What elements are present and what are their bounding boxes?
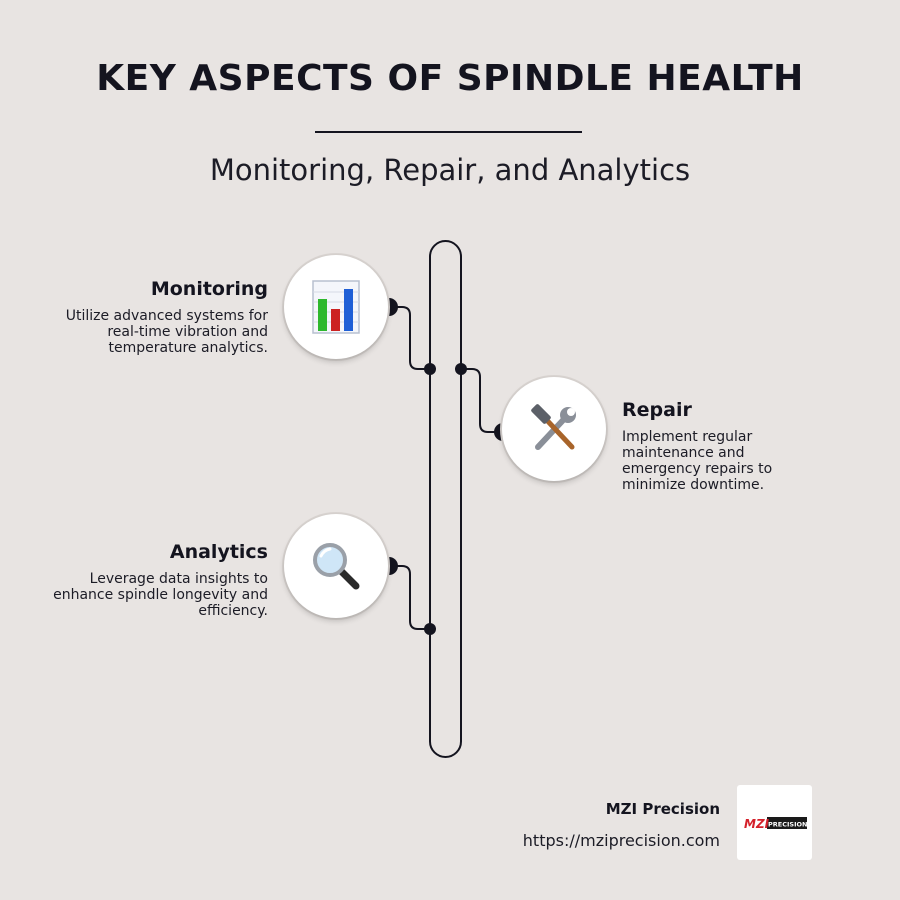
repair-description: Implement regular maintenance and emergency repairs to minimize downtime. [622,429,773,493]
monitoring-connector-line [389,307,430,369]
monitoring-description: Utilize advanced systems for real-time vibration and temperature analytics. [65,308,268,356]
central-spine [430,241,461,757]
svg-text:PRECISION: PRECISION [767,820,807,828]
page-title: KEY ASPECTS OF SPINDLE HEALTH [96,58,804,99]
repair-connector-line [461,369,503,432]
monitoring-icon-circle [284,255,388,359]
svg-text:MZI: MZI [743,816,769,831]
magnifier-icon [310,540,362,592]
mzi-logo-icon [743,813,807,833]
brand-logo [737,785,812,860]
repair-title: Repair [622,399,692,421]
analytics-description: Leverage data insights to enhance spindle longevity and efficiency. [53,571,268,619]
hammer-wrench-icon [528,403,580,455]
analytics-title: Analytics [169,541,268,563]
repair-icon-circle [502,377,606,481]
analytics-junction-dot [424,623,436,635]
monitoring-junction-dot [424,363,436,375]
repair-junction-dot [455,363,467,375]
brand-url[interactable]: https://mziprecision.com [522,831,720,850]
analytics-connector-line [389,566,430,629]
monitoring-title: Monitoring [150,278,268,300]
brand-name: MZI Precision [605,800,720,818]
analytics-icon-circle [284,514,388,618]
page-subtitle: Monitoring, Repair, and Analytics [209,153,691,187]
bar-chart-icon [312,280,360,334]
